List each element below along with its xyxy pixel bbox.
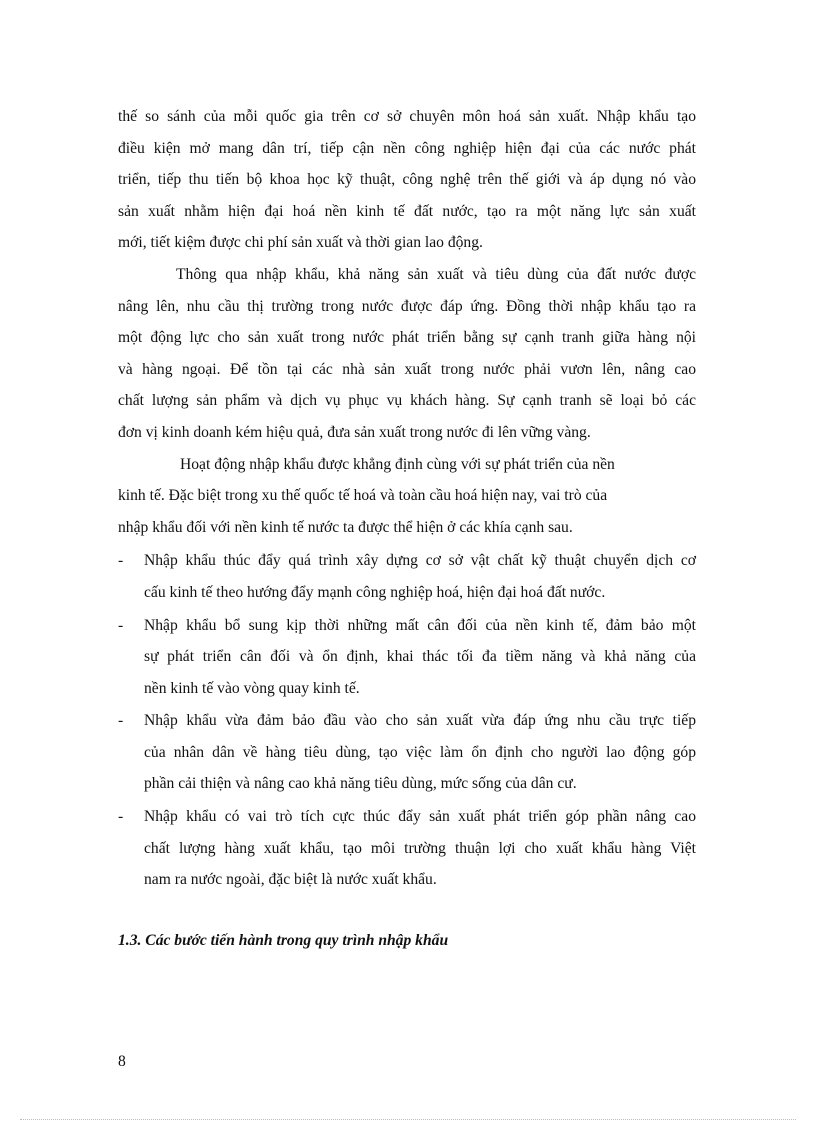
text-line: sự phát triển cân đối và ổn định, khai thác tối đa tiềm năng và khả năng của [144,648,696,666]
list-item [118,705,696,800]
text-line: nâng lên, nhu cầu thị trường trong nước được đáp ứng. Đồng thời nhập khẩu tạo ra [118,297,696,315]
body-text [118,101,696,897]
text-line: và hàng ngoại. Để tồn tại các nhà sản xuất trong nước phải vươn lên, nâng cao [118,360,696,378]
text-line: Nhập khẩu thúc đẩy quá trình xây dựng cơ sở vật chất kỹ thuật chuyển dịch cơ [144,552,696,570]
text-line: Thông qua nhập khẩu, khả năng sản xuất và tiêu dùng của đất nước được [176,265,696,283]
text-line: triển, tiếp thu tiến bộ khoa học kỹ thuật, công nghệ trên thế giới và áp dụng nó vào [118,171,696,189]
text-line: chất lượng sản phẩm và dịch vụ phục vụ khách hàng. Sự cạnh tranh sẽ loại bỏ các [118,392,696,410]
text-line: đơn vị kinh doanh kém hiệu quả, đưa sản xuất trong nước đi lên vững vàng. [118,423,591,441]
paragraph-import-capacity [118,259,696,449]
text-line: nhập khẩu đối với nền kinh tế nước ta được thể hiện ở các khía cạnh sau. [118,518,573,536]
bullet-dash: - [118,808,124,826]
bullet-list [118,545,696,896]
text-line: điều kiện mở mang dân trí, tiếp cận nền công nghiệp hiện đại của các nước phát [118,139,696,157]
text-line: nền kinh tế vào vòng quay kinh tế. [144,679,360,697]
text-line: Nhập khẩu bổ sung kịp thời những mất cân đối của nền kinh tế, đảm bảo một [144,616,696,634]
text-line: phần cải thiện và nâng cao khả năng tiêu dùng, mức sống của dân cư. [144,775,577,793]
page-number: 8 [118,1053,126,1070]
section-heading: 1.3. Các bước tiến hành trong quy trình nhập khẩu [118,932,449,949]
text-line: của nhân dân về hàng tiêu dùng, tạo việc làm ổn định cho người lao động góp [144,743,696,761]
list-item [118,545,696,608]
list-item [118,610,696,705]
text-line: một động lực cho sản xuất trong nước phát triển bằng sự cạnh tranh giữa hàng nội [118,329,696,347]
text-line: sản xuất nhằm hiện đại hoá nền kinh tế đất nước, tạo ra một năng lực sản xuất [118,202,696,220]
text-line: Hoạt động nhập khẩu được khẳng định cùng với sự phát triển của nền [180,455,615,473]
text-line: chất lượng hàng xuất khẩu, tạo môi trường thuận lợi cho xuất khẩu hàng Việt [144,839,696,857]
text-line: mới, tiết kiệm được chi phí sản xuất và thời gian lao động. [118,234,483,252]
bullet-dash: - [118,616,124,634]
bullet-dash: - [118,552,124,570]
text-line: cấu kinh tế theo hướng đẩy mạnh công nghiệp hoá, hiện đại hoá đất nước. [144,583,606,601]
text-line: kinh tế. Đặc biệt trong xu thế quốc tế hoá và toàn cầu hoá hiện nay, vai trò của [118,487,608,505]
text-line: Nhập khẩu có vai trò tích cực thúc đẩy sản xuất phát triển góp phần nâng cao [144,808,696,826]
list-item [118,801,696,896]
text-line: nam ra nước ngoài, đặc biệt là nước xuất khẩu. [144,871,437,889]
page-bottom-divider [20,1119,796,1120]
bullet-dash: - [118,712,124,730]
text-line: thế so sánh của mỗi quốc gia trên cơ sở chuyên môn hoá sản xuất. Nhập khẩu tạo [118,108,696,125]
paragraph-comparative-advantage [118,101,696,259]
text-line: Nhập khẩu vừa đảm bảo đầu vào cho sản xuất vừa đáp ứng nhu cầu trực tiếp [144,712,696,730]
paragraph-import-role [118,449,696,544]
